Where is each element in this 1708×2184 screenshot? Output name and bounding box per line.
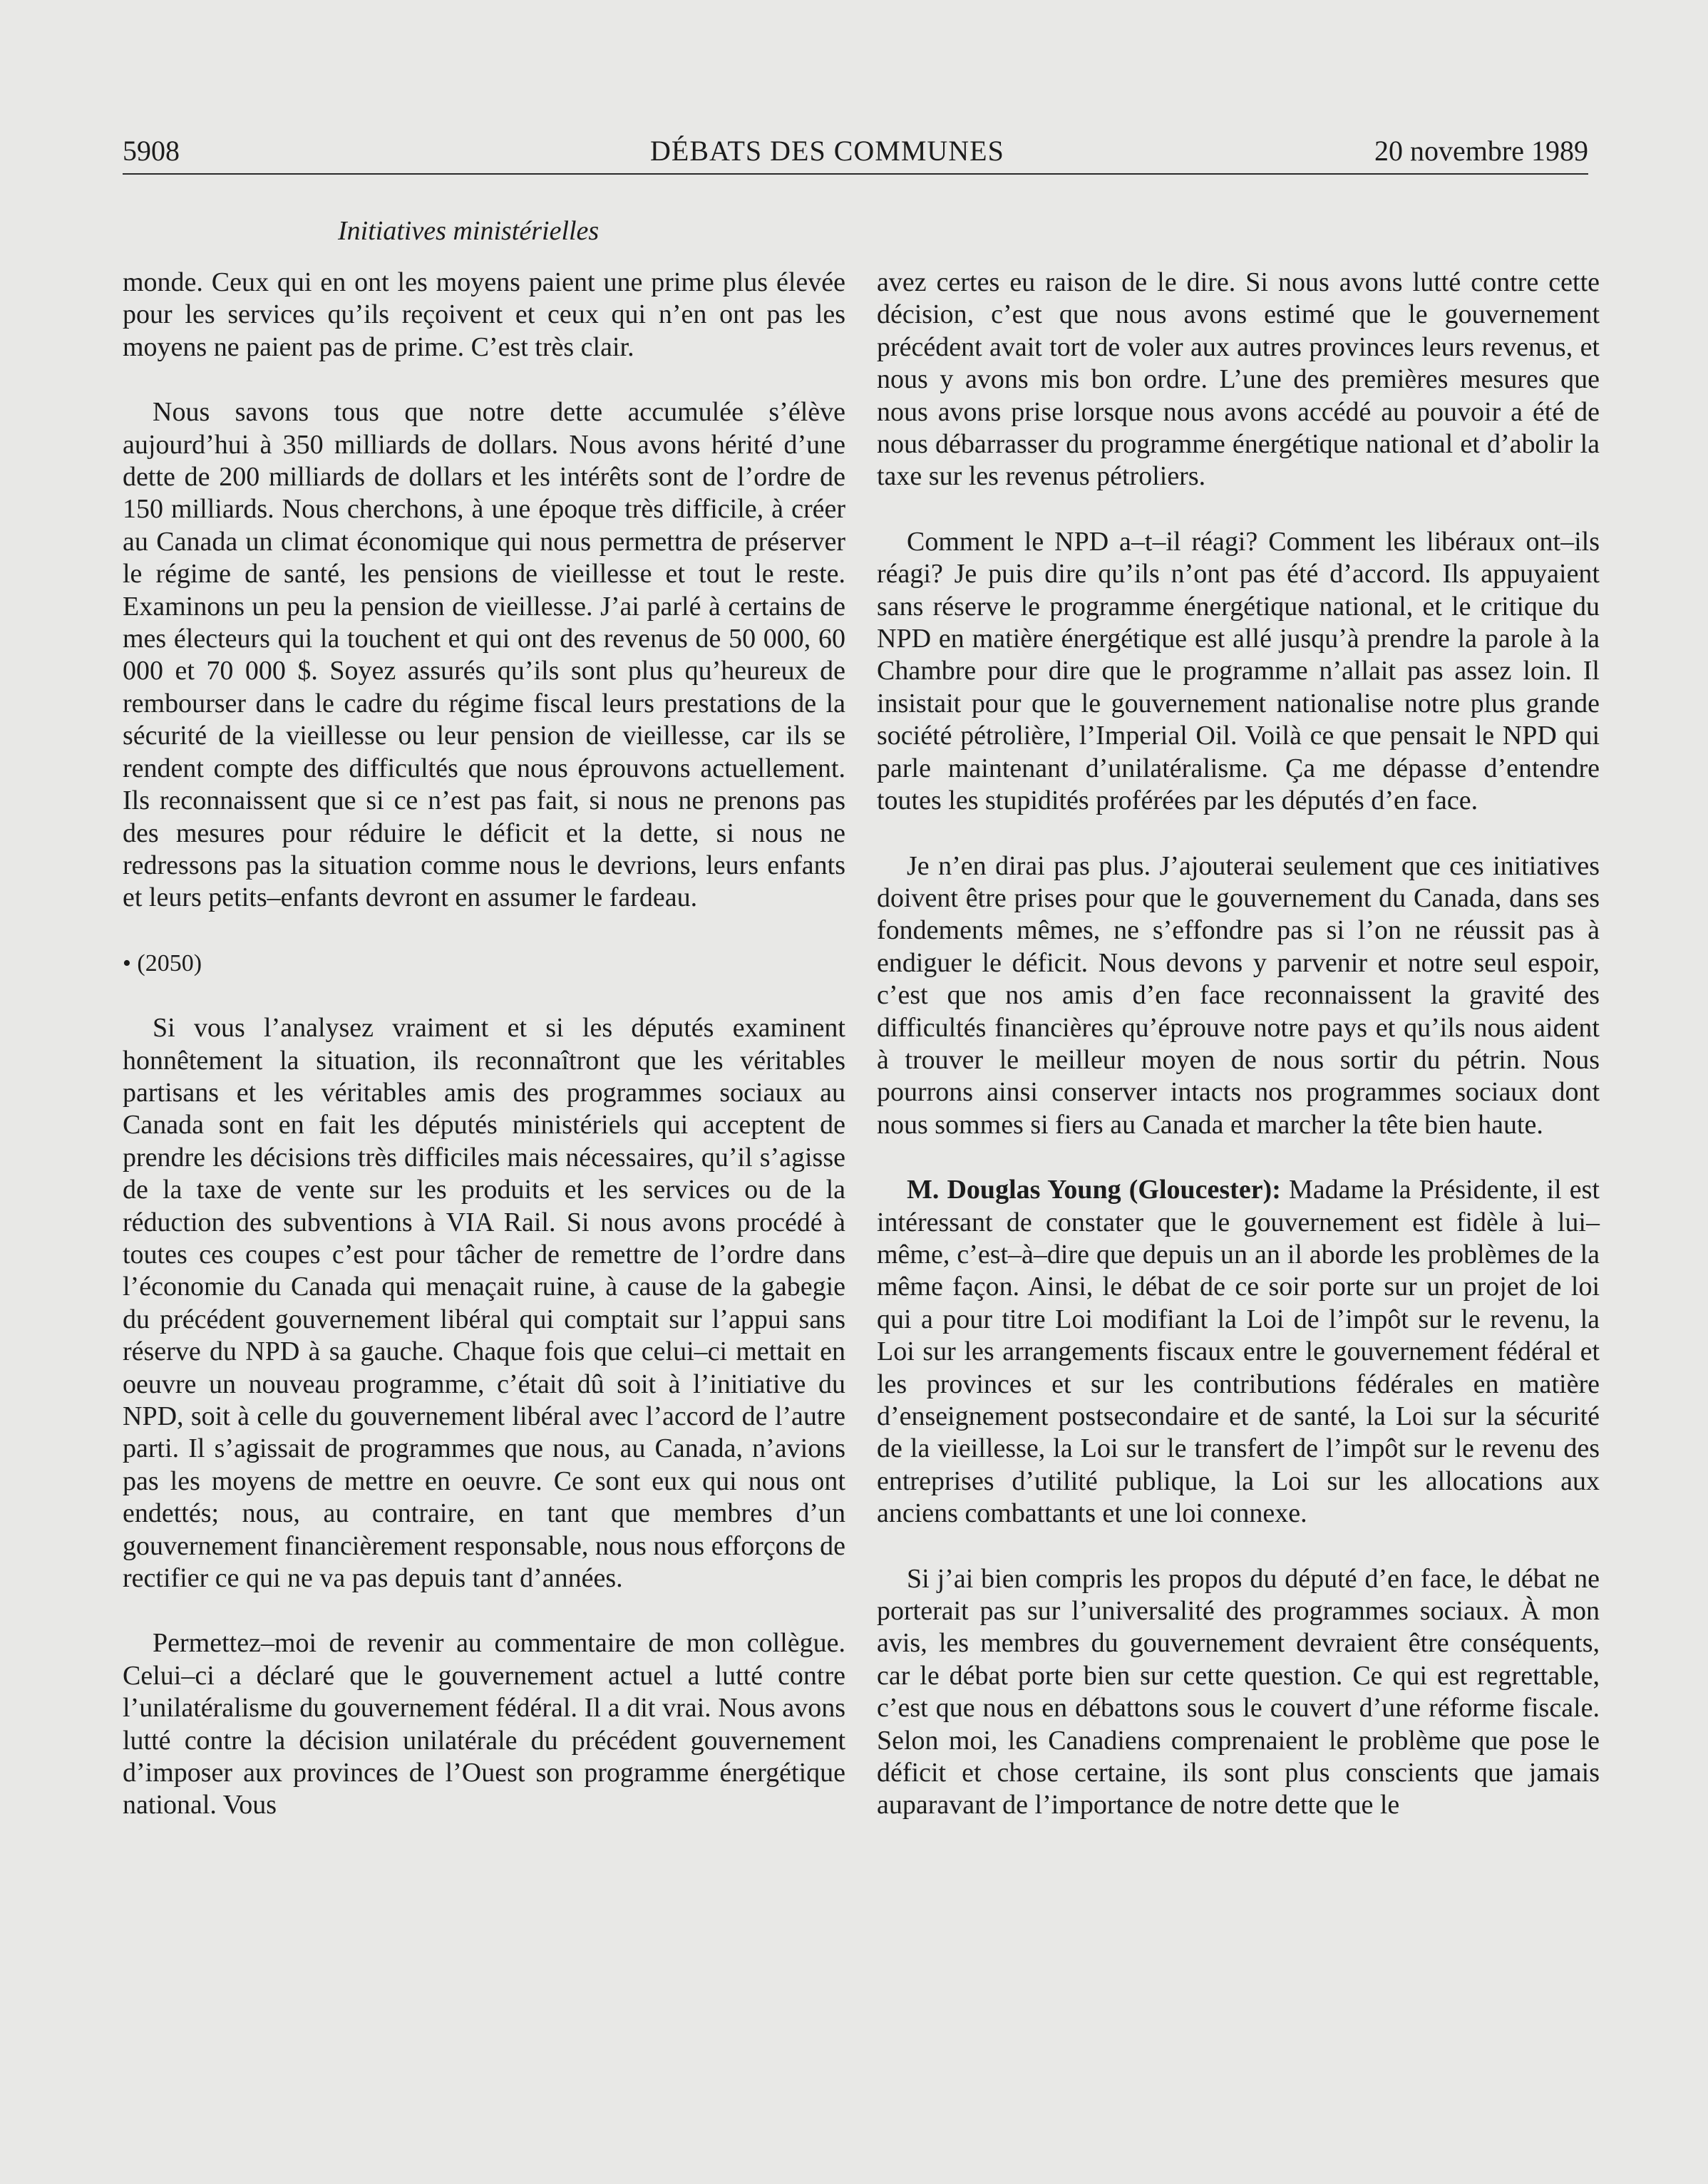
page-date: 20 novembre 1989	[1374, 135, 1588, 167]
paragraph: Si vous l’analysez vraiment et si les députés examinent honnêtement la situation, ils reconnaîtront que les véritables partisans et les véritables amis des programmes sociaux au Canada sont en fait les députés ministériels qui acceptent de prendre les décisions très difficiles mais nécessaires, qu’il s’agisse de la taxe de vente sur les produits et les services ou de la réduction des subventions à VIA Rail. Si nous avons procédé à toutes ces coupes c’est pour tâcher de remettre de l’ordre dans l’économie du Canada qui menaçait ruine, à cause de la gabegie du précédent gouvernement libéral qui comptait sur l’appui sans réserve du NPD à sa gauche. Chaque fois que celui–ci mettait en oeuvre un nouveau programme, c’était dû soit à l’initiative du NPD, soit à celle du gouvernement libéral avec l’accord de l’autre parti. Il s’agissait de programmes que nous, au Canada, n’avions pas les moyens de mettre en oeuvre. Ce sont eux qui nous ont endettés; nous, au contraire, en tant que membres d’un gouvernement financièrement responsable, nous nous efforçons de rectifier ce qui ne va pas depuis tant d’années.	[123, 1013, 845, 1594]
paragraph: Nous savons tous que notre dette accumulée s’élève aujourd’hui à 350 milliards de dollars. Nous avons hérité d’une dette de 200 milliards de dollars et les intérêts sont de l’ordre de 150 milliards. Nous cherchons, à une époque très difficile, à créer au Canada un climat économique qui nous permettra de préserver le régime de santé, les pensions de vieillesse et tout le reste. Examinons un peu la pension de vieillesse. J’ai parlé à certains de mes électeurs qui la touchent et qui ont des revenus de 50 000, 60 000 et 70 000 $. Soyez assurés qu’ils sont plus qu’heureux de rembourser dans le cadre du régime fiscal leurs prestations de la sécurité de la vieillesse ou leur pension de vieillesse, car ils se rendent compte des difficultés que nous éprouvons actuellement. Ils reconnaissent que si ce n’est pas fait, si nous ne prenons pas des mesures pour réduire le déficit et la dette, si nous ne redressons pas la situation comme nous le devrions, leurs enfants et leurs petits–enfants devront en assumer le fardeau.	[123, 397, 845, 913]
speaker-name: M. Douglas Young (Gloucester):	[907, 1175, 1281, 1205]
paragraph: monde. Ceux qui en ont les moyens paient une prime plus élevée pour les services qu’ils reçoivent et ceux qui n’en ont pas les moyens ne paient pas de prime. C’est très clair.	[123, 267, 845, 362]
paragraph: Je n’en dirai pas plus. J’ajouterai seulement que ces initiatives doivent être prises pour que le gouvernement du Canada, dans ses fondements mêmes, ne s’effondre pas si l’on ne réussit pas à endiguer le déficit. Nous devons y parvenir et notre seul espoir, c’est que nos amis d’en face reconnaissent la gravité des difficultés financières qu’éprouve notre pays et qu’ils nous aident à trouver le meilleur moyen de nous sortir du pétrin. Nous pourrons ainsi conserver intacts nos programmes sociaux dont nous sommes si fiers au Canada et marcher la tête bien haute.	[877, 850, 1600, 1140]
paragraph: avez certes eu raison de le dire. Si nous avons lutté contre cette décision, c’est que nous avons estimé que le gouvernement précédent avait tort de voler aux autres provinces leurs revenus, et nous y avons mis bon ordre. L’une des premières mesures que nous avons prise lorsque nous avons accédé au pouvoir a été de nous débarrasser du programme énergétique national et d’abolir la taxe sur les revenus pétroliers.	[877, 267, 1600, 492]
time-marker: • (2050)	[123, 949, 202, 977]
publication-title: DÉBATS DES COMMUNES	[650, 135, 1004, 167]
speech-paragraph	[877, 1174, 1600, 1530]
right-column	[877, 267, 1600, 1855]
paragraph: Permettez–moi de revenir au commentaire de mon collègue. Celui–ci a déclaré que le gouvernement actuel a lutté contre l’unilatéralisme du gouvernement fédéral. Il a dit vrai. Nous avons lutté contre la décision unilatérale du précédent gouvernement d’imposer aux provinces de l’Ouest son programme énergétique national. Vous	[123, 1628, 845, 1820]
page-number: 5908	[123, 135, 180, 167]
header-rule	[123, 173, 1588, 175]
left-column	[123, 267, 845, 1855]
paragraph: Si j’ai bien compris les propos du député d’en face, le débat ne porterait pas sur l’universalité des programmes sociaux. À mon avis, les membres du gouvernement devraient être conséquents, car le débat porte bien sur cette question. Ce qui est regrettable, c’est que nous en débattons sous le couvert d’une réforme fiscale. Selon moi, les Canadiens comprenaient le problème que pose le déficit et chose certaine, ils sont plus conscients que jamais auparavant de l’importance de notre dette que le	[877, 1563, 1600, 1820]
section-title: Initiatives ministérielles	[338, 216, 600, 246]
paragraph: Comment le NPD a–t–il réagi? Comment les libéraux ont–ils réagi? Je puis dire qu’ils n’ont pas été d’accord. Ils appuyaient sans réserve le programme énergétique national, et le critique du NPD en matière énergétique est allé jusqu’à prendre la parole à la Chambre pour dire que le programme n’allait pas assez loin. Il insistait pour que le gouvernement nationalise notre plus grande société pétrolière, l’Imperial Oil. Voilà ce que pensait le NPD qui parle maintenant d’unilatéralisme. Ça me dépasse d’entendre toutes les stupidités proférées par les députés d’en face.	[877, 526, 1600, 816]
speech-text: Madame la Présidente, il est intéressant de constater que le gouvernement est fidèle à lui–même, c’est–à–dire que depuis un an il aborde les problèmes de la même façon. Ainsi, le débat de ce soir porte sur un projet de loi qui a pour titre Loi modifiant la Loi de l’impôt sur le revenu, la Loi sur les arrangements fiscaux entre le gouvernement fédéral et les provinces et sur les contributions fédérales en matière d’enseignement postsecondaire et de santé, la Loi sur la sécurité de la vieillesse, la Loi sur le transfert de l’impôt sur le revenu des entreprises d’utilité publique, la Loi sur les allocations aux anciens combattants et une loi connexe.	[877, 1175, 1600, 1529]
